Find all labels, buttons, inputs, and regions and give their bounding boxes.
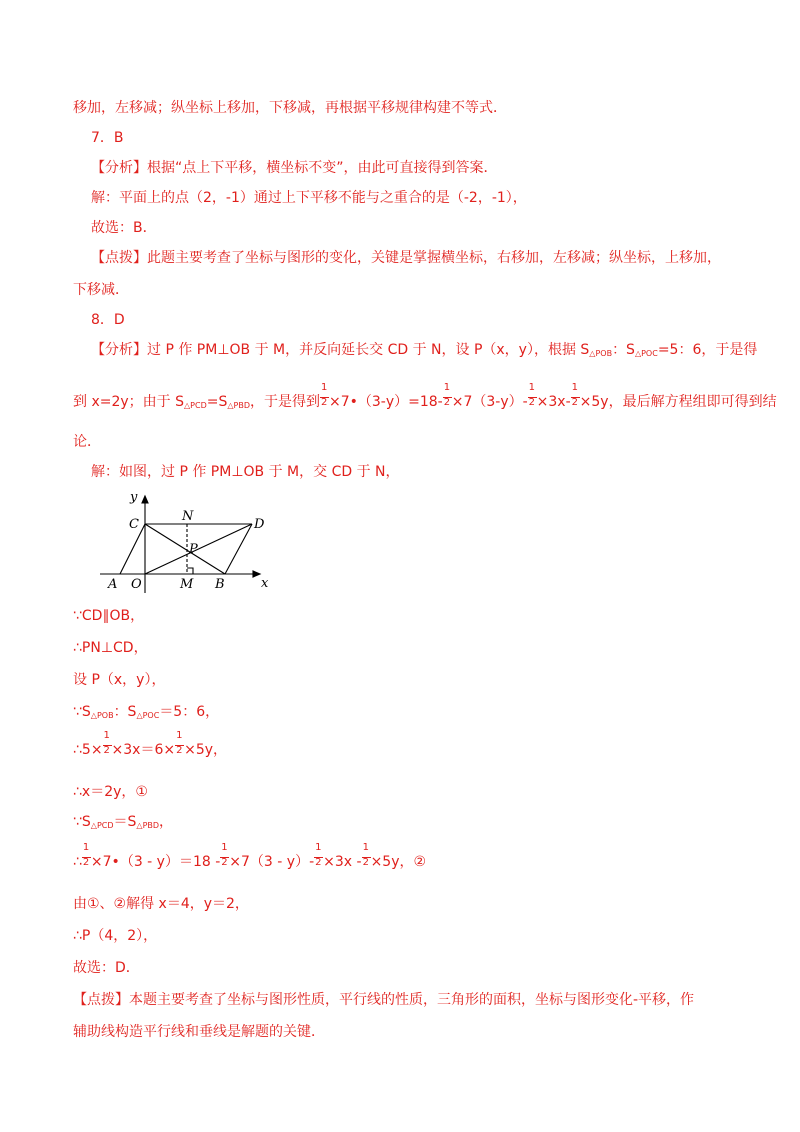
label-o: O [131, 577, 142, 592]
analysis-8-cont [73, 382, 777, 416]
text-segment: ×5y，最后解方程组即可得到结 [579, 394, 777, 410]
text-segment: ∵S [73, 704, 91, 720]
step-line: 由①、②解得 x＝4，y＝2， [73, 896, 249, 912]
fraction-half: $\frac{1}{2}$ [528, 382, 536, 408]
solution-8: 解：如图，过 P 作 PM⊥OB 于 M，交 CD 于 N， [91, 464, 400, 480]
subscript: △POB [90, 711, 114, 720]
text-segment: ：S [612, 342, 635, 358]
text-segment: ＝5：6， [159, 704, 220, 720]
fraction-half: $\frac{1}{2}$ [176, 730, 183, 756]
text-segment: ×3x＝6× [111, 742, 176, 758]
fraction-half: $\frac{1}{2}$ [443, 382, 451, 408]
step-line: ∵CD∥OB， [73, 608, 145, 624]
subscript: △POB [589, 349, 613, 358]
fraction-half: $\frac{1}{2}$ [362, 842, 369, 868]
comment-8: 【点拨】本题主要考查了坐标与图形性质，平行线的性质，三角形的面积，坐标与图形变化-平移，作 [73, 992, 695, 1008]
subscript: △PCD [184, 401, 207, 410]
step-line: 故选：D． [73, 960, 140, 976]
text-segment: ×5y，② [370, 854, 427, 870]
text-segment: ，于是得到 [249, 394, 320, 410]
label-b: B [215, 577, 225, 592]
text-segment: ， [159, 814, 174, 830]
label-n: N [182, 509, 194, 524]
fraction-half: $\frac{1}{2}$ [315, 842, 322, 868]
subscript: △POC [634, 349, 658, 358]
text-line: 辅助线构造平行线和垂线是解题的关键． [73, 1024, 325, 1040]
solution-7: 解：平面上的点（2，-1）通过上下平移不能与之重合的是（-2，-1）， [91, 190, 527, 206]
fraction-half: $\frac{1}{2}$ [103, 730, 110, 756]
fraction-half: $\frac{1}{2}$ [221, 842, 228, 868]
answer-7: 7．B [91, 130, 124, 146]
comment-7: 【点拨】此题主要考查了坐标与图形的变化，关键是掌握横坐标，右移加，左移减；纵坐标，上移加， [91, 250, 721, 266]
y-axis-arrow [142, 496, 148, 503]
step-line [73, 812, 173, 836]
text-line: 论． [73, 434, 101, 450]
label-c: C [129, 517, 139, 532]
label-a: A [108, 577, 118, 592]
text-segment: ×7•（3 - y）＝18 - [90, 854, 221, 870]
fraction-half: $\frac{1}{2}$ [571, 382, 579, 408]
segment-cb [145, 524, 225, 574]
fraction-half: $\frac{1}{2}$ [82, 842, 90, 868]
text-segment: ∵S [73, 814, 91, 830]
text-segment: =5：6，于是得 [657, 342, 758, 358]
answer-8: 8．D [91, 312, 125, 328]
right-angle-mark [187, 568, 193, 574]
segment-bd [225, 524, 252, 574]
text-segment: 【分析】过 P 作 PM⊥OB 于 M，并反向延长交 CD 于 N，设 P（x，y），根据 S [91, 342, 590, 358]
analysis-7: 【分析】根据“点上下平移，横坐标不变”，由此可直接得到答案． [91, 160, 498, 176]
text-line: 移加，左移减；纵坐标上移加，下移减，再根据平移规律构建不等式． [73, 100, 507, 116]
text-segment: ∴5× [73, 742, 103, 758]
text-segment: ×7•（3-y）=18- [328, 394, 443, 410]
subscript: △PBD [227, 401, 250, 410]
label-p: P [189, 542, 198, 557]
text-segment: ＝S [113, 814, 137, 830]
label-m: M [180, 577, 194, 592]
text-segment: ×5y， [184, 742, 228, 758]
step-line: 设 P（x，y）， [73, 672, 166, 688]
text-segment: ×3x - [323, 854, 362, 870]
subscript: △PBD [136, 821, 160, 830]
label-y: y [130, 490, 138, 505]
text-segment: ：S [113, 704, 137, 720]
text-segment: ×3x- [536, 394, 571, 410]
step-line: ∴PN⊥CD， [73, 640, 148, 656]
text-line: 下移减． [73, 282, 129, 298]
text-segment: ∴ [73, 854, 82, 870]
label-d: D [254, 517, 265, 532]
segment-od [145, 524, 252, 574]
step-line [73, 842, 427, 872]
text-segment: =S [206, 394, 228, 410]
step-line [73, 702, 219, 726]
subscript: △PCD [90, 821, 114, 830]
x-axis-arrow [253, 571, 260, 577]
text-segment: 到 x=2y；由于 S [73, 394, 184, 410]
step-line: ∴x＝2y，① [73, 784, 148, 800]
subscript: △POC [136, 711, 160, 720]
geometry-figure [100, 488, 270, 593]
step-line [73, 730, 228, 760]
step-line: ∴P（4，2）， [73, 928, 158, 944]
fraction-half: $\frac{1}{2}$ [320, 382, 328, 408]
text-segment: ×7（3 - y）- [229, 854, 315, 870]
text-segment: ×7（3-y）- [451, 394, 528, 410]
analysis-8 [91, 340, 757, 364]
choice-7: 故选：B． [91, 220, 157, 236]
label-x: x [261, 576, 269, 591]
